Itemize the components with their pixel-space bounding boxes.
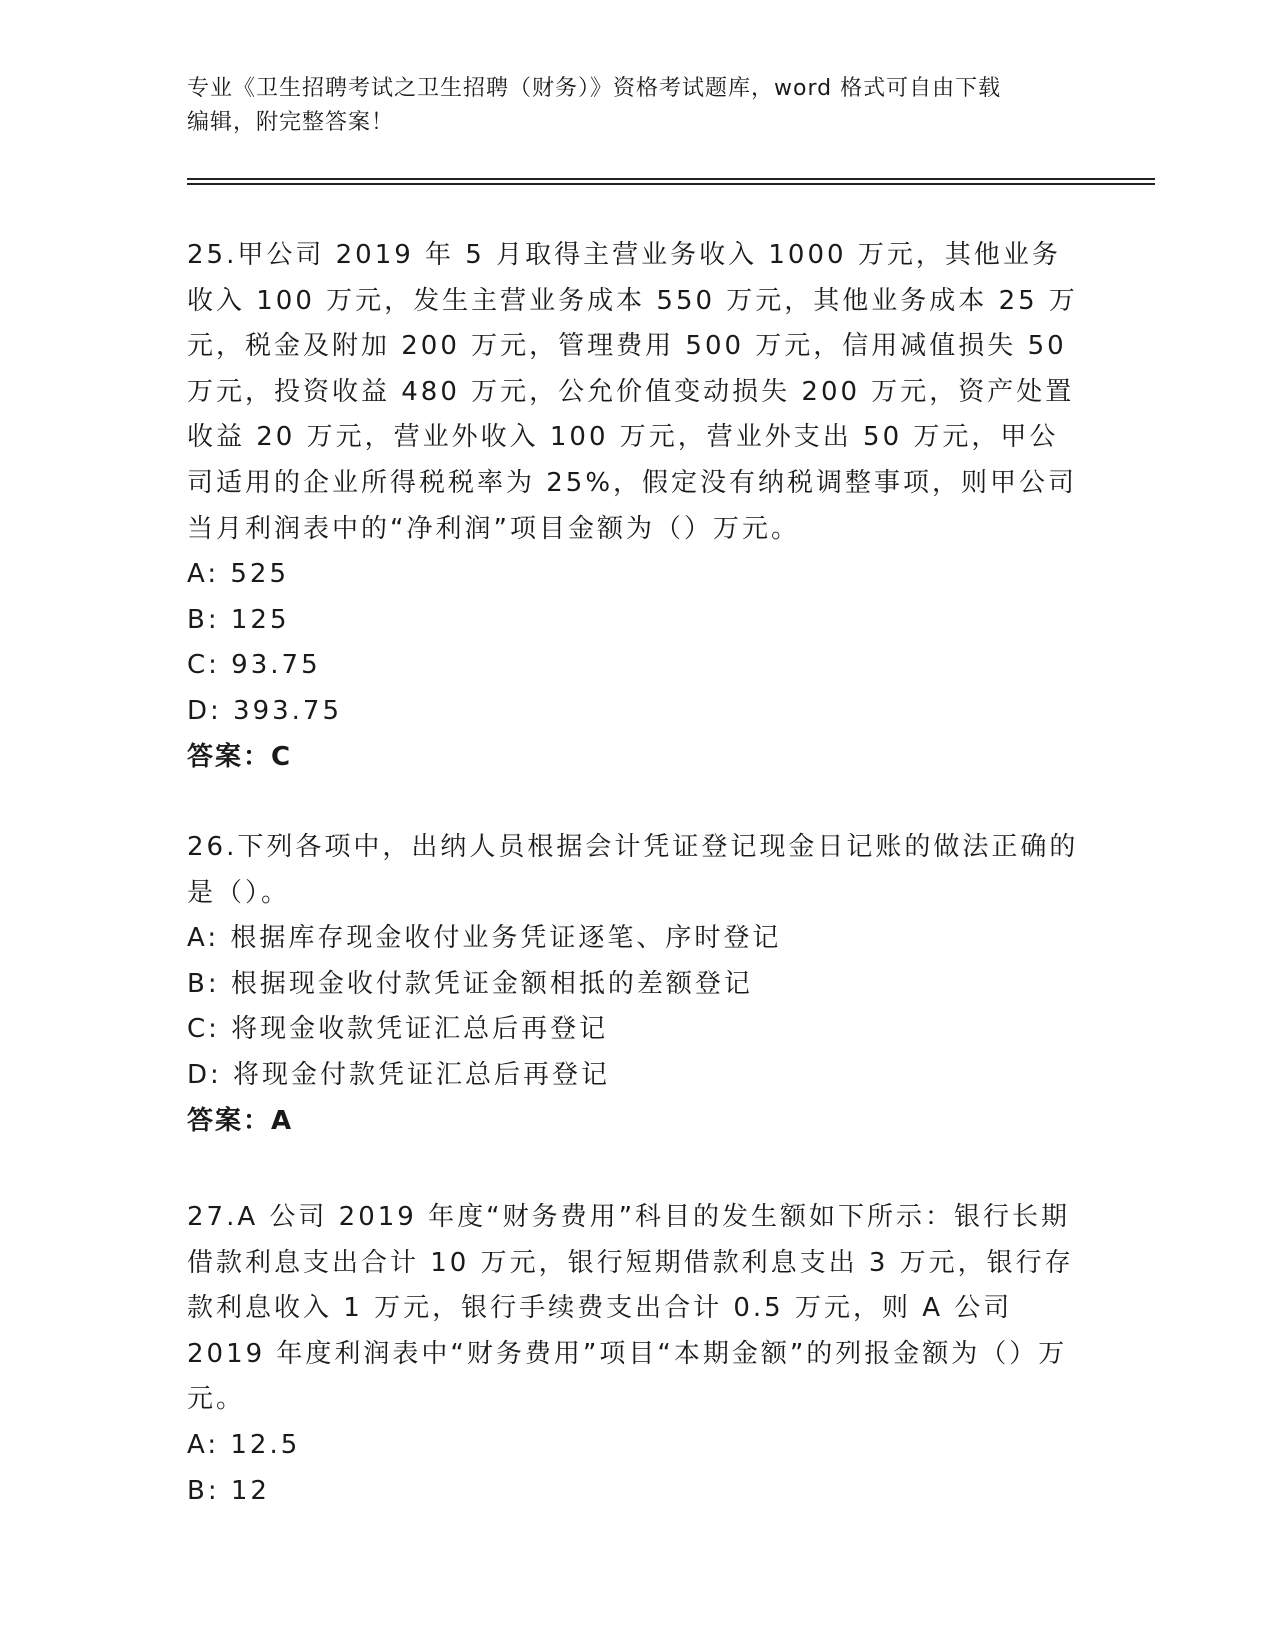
option-a: A: 根据库存现金收付业务凭证逐笔、序时登记	[187, 923, 782, 954]
option-d: D: 393.75	[187, 695, 343, 726]
option-b: B: 12	[187, 1475, 270, 1506]
option-a: A: 12.5	[187, 1429, 301, 1460]
question-stem: 26.下列各项中，出纳人员根据会计凭证登记现金日记账的做法正确的是（）。	[187, 832, 1079, 908]
header-divider-bottom	[187, 183, 1155, 185]
option-d: D: 将现金付款凭证汇总后再登记	[187, 1059, 611, 1090]
header-line-1: 专业《卫生招聘考试之卫生招聘（财务）》资格考试题库，word 格式可自由下载	[187, 76, 1002, 101]
option-b: B: 125	[187, 604, 290, 635]
answer: 答案：A	[187, 1105, 294, 1136]
question-25	[187, 233, 1082, 780]
question-stem: 27.A 公司 2019 年度“财务费用”科目的发生额如下所示：银行长期借款利息支出合计 10 万元，银行短期借款利息支出 3 万元，银行存款利息收入 1 万元，银行手续费支出合计 0.5 万元，则 A 公司 2019 年度利润表中“财务费用”项目“本期金额”的列报金额为（）万元。	[187, 1202, 1074, 1415]
question-stem: 25.甲公司 2019 年 5 月取得主营业务收入 1000 万元，其他业务收入 100 万元，发生主营业务成本 550 万元，其他业务成本 25 万元，税金及附加 200 万元，管理费用 500 万元，信用减值损失 50 万元，投资收益 480 万元，公允价值变动损失 200 万元，资产处置收益 20 万元，营业外收入 100 万元，营业外支出 50 万元，甲公司适用的企业所得税税率为 25%，假定没有纳税调整事项，则甲公司当月利润表中的“净利润”项目金额为（）万元。	[187, 240, 1078, 544]
document-header	[187, 72, 1087, 140]
question-26	[187, 825, 1082, 1144]
header-divider-top	[187, 178, 1155, 180]
answer: 答案：C	[187, 741, 293, 772]
option-c: C: 将现金收款凭证汇总后再登记	[187, 1014, 609, 1045]
option-c: C: 93.75	[187, 650, 321, 681]
question-27	[187, 1195, 1082, 1514]
option-a: A: 525	[187, 559, 289, 590]
header-line-2: 编辑，附完整答案！	[187, 110, 395, 135]
option-b: B: 根据现金收付款凭证金额相抵的差额登记	[187, 968, 753, 999]
